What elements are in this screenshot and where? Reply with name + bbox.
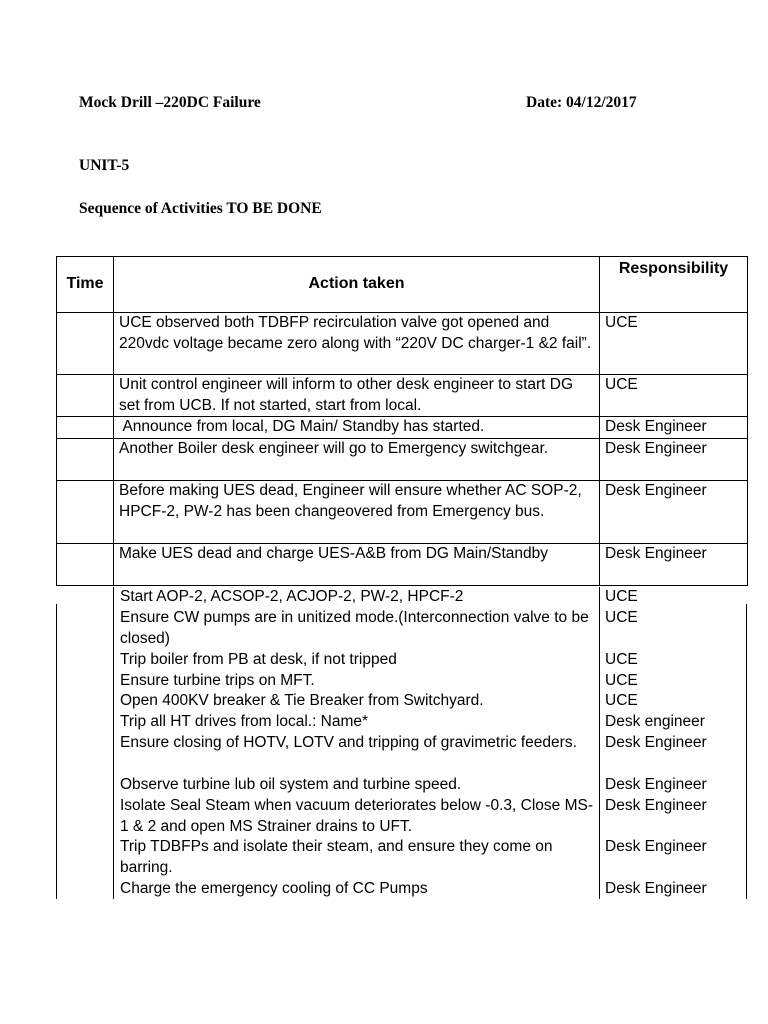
time-cell bbox=[57, 544, 114, 586]
header-time: Time bbox=[57, 257, 114, 313]
table-row bbox=[56, 608, 747, 650]
action-cell: Trip all HT drives from local.: Name* bbox=[120, 713, 369, 730]
table-row bbox=[57, 375, 748, 417]
action-cell: Ensure closing of HOTV, LOTV and tripping of gravimetric feeders. bbox=[120, 734, 577, 751]
header-responsibility: Responsibility bbox=[600, 257, 748, 313]
document-date: Date: 04/12/2017 bbox=[526, 94, 637, 111]
action-cell: Ensure turbine trips on MFT. bbox=[120, 672, 315, 689]
unit-heading: UNIT-5 bbox=[79, 157, 130, 174]
table-row bbox=[57, 417, 748, 439]
responsibility-cell: UCE bbox=[605, 672, 638, 689]
table-row bbox=[56, 775, 747, 796]
table-row bbox=[56, 837, 747, 879]
time-cell bbox=[56, 608, 113, 650]
action-cell: Start AOP-2, ACSOP-2, ACJOP-2, PW-2, HPCF-2 bbox=[120, 588, 464, 605]
table-row bbox=[57, 313, 748, 375]
action-cell: Open 400KV breaker & Tie Breaker from Switchyard. bbox=[120, 692, 484, 709]
responsibility-cell: Desk Engineer bbox=[600, 481, 748, 544]
time-cell bbox=[56, 671, 113, 691]
time-cell bbox=[56, 691, 113, 712]
action-cell: Announce from local, DG Main/ Standby has started. bbox=[114, 417, 600, 439]
table-row bbox=[56, 587, 747, 608]
action-cell: Unit control engineer will inform to other desk engineer to start DG set from UCB. If not started, start from local. bbox=[114, 375, 600, 417]
action-cell: Ensure CW pumps are in unitized mode.(Interconnection valve to be closed) bbox=[120, 609, 589, 647]
action-cell: Make UES dead and charge UES-A&B from DG Main/Standby bbox=[114, 544, 600, 586]
table-header-row bbox=[57, 257, 748, 313]
activities-table-continued bbox=[56, 587, 747, 899]
table-action-divider bbox=[599, 587, 600, 899]
responsibility-cell: Desk Engineer bbox=[605, 838, 707, 855]
time-cell bbox=[56, 650, 113, 671]
responsibility-cell: Desk Engineer bbox=[600, 544, 748, 586]
action-cell: Another Boiler desk engineer will go to Emergency switchgear. bbox=[114, 439, 600, 481]
responsibility-cell: Desk engineer bbox=[605, 713, 705, 730]
time-cell bbox=[57, 481, 114, 544]
responsibility-cell: Desk Engineer bbox=[605, 880, 707, 897]
table-row bbox=[56, 671, 747, 691]
action-cell: Before making UES dead, Engineer will ensure whether AC SOP-2, HPCF-2, PW-2 has been changeovered from Emergency bus. bbox=[114, 481, 600, 544]
table-row bbox=[56, 733, 747, 775]
action-cell: Trip boiler from PB at desk, if not tripped bbox=[120, 651, 397, 668]
table-row bbox=[57, 439, 748, 481]
responsibility-cell: UCE bbox=[605, 651, 638, 668]
time-cell bbox=[57, 313, 114, 375]
time-cell bbox=[56, 712, 113, 733]
table-time-divider bbox=[113, 587, 114, 899]
time-cell bbox=[57, 375, 114, 417]
table-row bbox=[56, 650, 747, 671]
time-cell bbox=[56, 837, 113, 879]
responsibility-cell: Desk Engineer bbox=[600, 417, 748, 439]
responsibility-cell: UCE bbox=[605, 588, 638, 605]
action-cell: Charge the emergency cooling of CC Pumps bbox=[120, 880, 428, 897]
action-cell: UCE observed both TDBFP recirculation valve got opened and 220vdc voltage became zero along with “220V DC charger-1 &2 fail”. bbox=[114, 313, 600, 375]
table-row bbox=[56, 712, 747, 733]
table-row bbox=[56, 691, 747, 712]
responsibility-cell: UCE bbox=[605, 692, 638, 709]
time-cell bbox=[56, 796, 113, 837]
time-cell bbox=[57, 417, 114, 439]
table-row bbox=[57, 481, 748, 544]
responsibility-cell: UCE bbox=[600, 313, 748, 375]
responsibility-cell: Desk Engineer bbox=[605, 776, 707, 793]
table-row bbox=[56, 796, 747, 837]
action-cell: Trip TDBFPs and isolate their steam, and ensure they come on barring. bbox=[120, 838, 553, 876]
responsibility-cell: Desk Engineer bbox=[605, 797, 707, 814]
table-left-border bbox=[56, 604, 57, 899]
time-cell bbox=[56, 775, 113, 796]
table-row bbox=[56, 879, 747, 899]
sequence-heading: Sequence of Activities TO BE DONE bbox=[79, 200, 322, 217]
time-cell bbox=[56, 879, 113, 899]
responsibility-cell: UCE bbox=[600, 375, 748, 417]
responsibility-cell: Desk Engineer bbox=[605, 734, 707, 751]
time-cell bbox=[57, 439, 114, 481]
header-action: Action taken bbox=[114, 257, 600, 313]
table-right-border bbox=[746, 604, 747, 899]
time-cell bbox=[56, 733, 113, 775]
action-cell: Observe turbine lub oil system and turbine speed. bbox=[120, 776, 462, 793]
responsibility-cell: UCE bbox=[605, 609, 638, 626]
responsibility-cell: Desk Engineer bbox=[600, 439, 748, 481]
action-cell: Isolate Seal Steam when vacuum deteriorates below -0.3, Close MS-1 & 2 and open MS Strainer drains to UFT. bbox=[120, 797, 593, 835]
table-row bbox=[57, 544, 748, 586]
time-cell bbox=[56, 587, 113, 608]
activities-table bbox=[56, 256, 748, 586]
document-title: Mock Drill –220DC Failure bbox=[79, 94, 261, 111]
